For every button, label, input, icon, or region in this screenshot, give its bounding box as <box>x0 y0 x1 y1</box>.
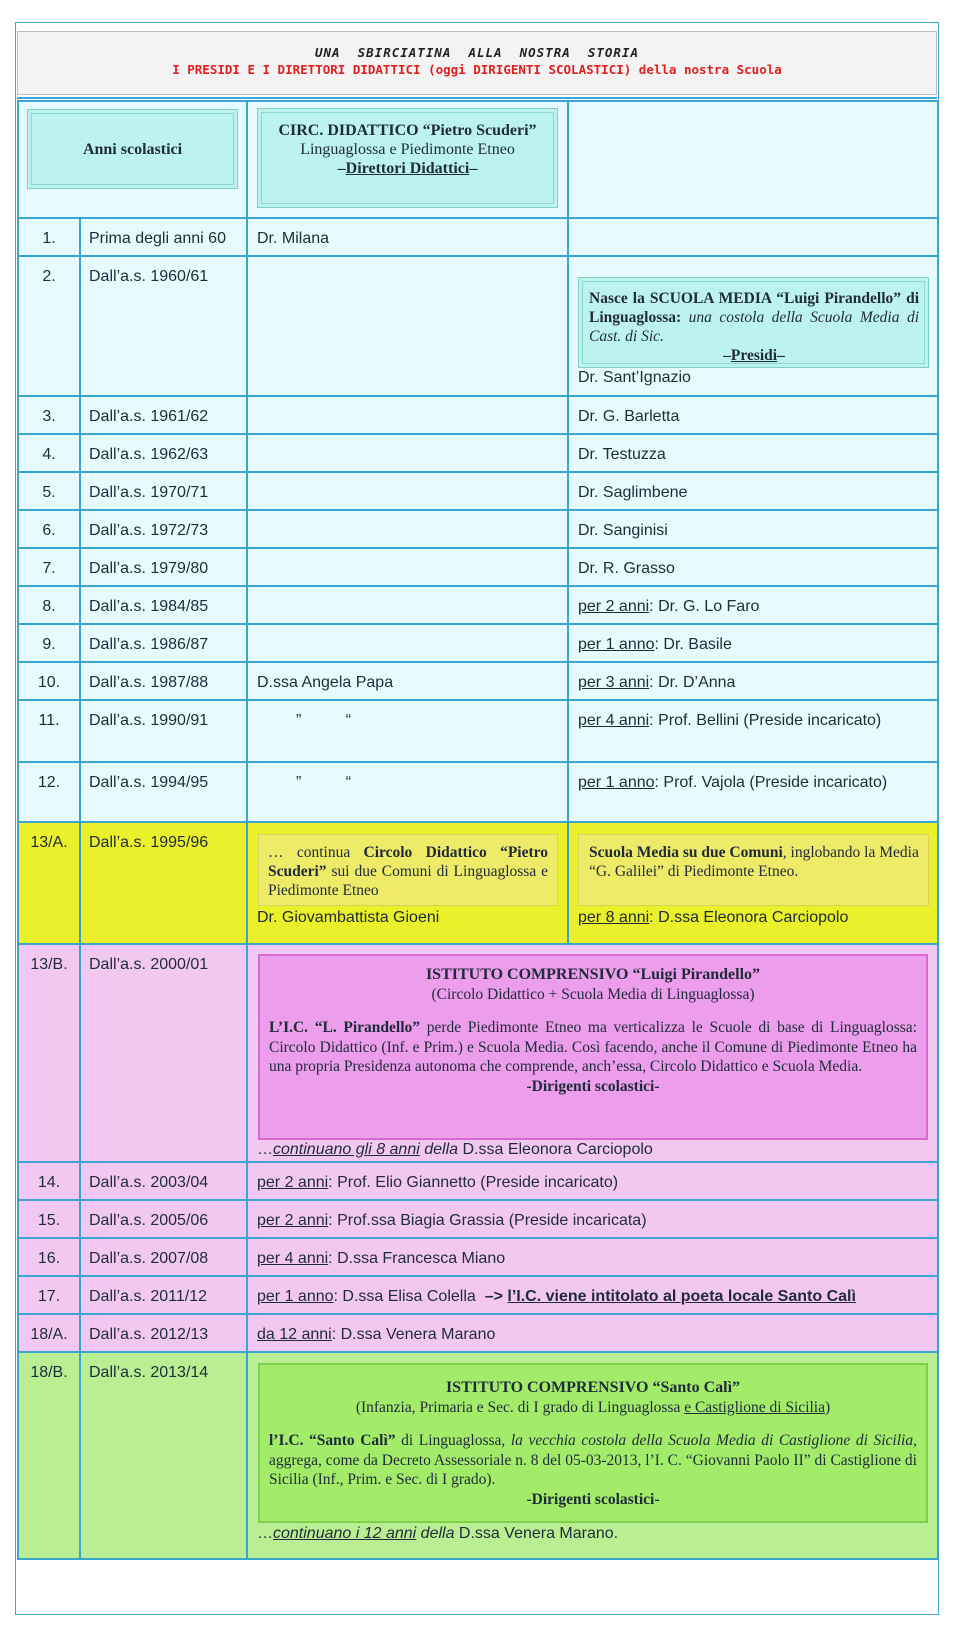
ic-santo-cali-subtitle: (Infanzia, Primaria e Sec. di I grado di Linguaglossa e Castiglione di Sicilia) <box>355 1398 831 1416</box>
row-director: ” “ <box>247 700 568 762</box>
row-director: Dr. Milana <box>247 218 568 256</box>
row-dirigente: da 12 anni: D.ssa Venera Marano <box>247 1314 938 1352</box>
table-row <box>18 548 938 586</box>
row-dirigente: per 2 anni: Prof. Elio Giannetto (Preside incaricato) <box>247 1162 938 1200</box>
row-number: 18/A. <box>18 1314 80 1352</box>
table-row <box>18 256 938 396</box>
dirigenti-role: -Dirigenti scolastici- <box>526 1490 660 1508</box>
table-header-row <box>18 101 938 218</box>
table-row <box>18 1162 938 1200</box>
row-preside: per 4 anni: Prof. Bellini (Preside incaricato) <box>568 700 938 762</box>
row-year: Dall’a.s. 1990/91 <box>80 700 247 762</box>
row-preside: Dr. G. Barletta <box>568 396 938 434</box>
row-institute <box>247 1352 938 1559</box>
intitolazione-note: l’I.C. viene intitolato al poeta locale Santo Calì <box>507 1288 856 1305</box>
row-year: Dall’a.s. 2003/04 <box>80 1162 247 1200</box>
row-year: Dall’a.s. 1972/73 <box>80 510 247 548</box>
table-row <box>18 472 938 510</box>
media-two-comuni-box: Scuola Media su due Comuni, inglobando la Media “G. Galilei” di Piedimonte Etneo. <box>578 834 929 906</box>
header-empty-cell <box>568 101 938 218</box>
header-years-cell <box>18 101 247 218</box>
row-preside: per 1 anno: Prof. Vajola (Preside incaricato) <box>568 762 938 822</box>
row-number: 13/A. <box>18 822 80 944</box>
row-director <box>247 396 568 434</box>
dash: – <box>337 160 346 177</box>
row-year: Dall’a.s. 1970/71 <box>80 472 247 510</box>
row-director <box>247 548 568 586</box>
header-divider <box>17 97 937 99</box>
table-row <box>18 1200 938 1238</box>
table-row <box>18 624 938 662</box>
circolo-title: CIRC. DIDATTICO “Pietro Scuderi” <box>278 122 537 139</box>
row-director <box>247 434 568 472</box>
table-row <box>18 1238 938 1276</box>
table-row <box>18 510 938 548</box>
table-row <box>18 700 938 762</box>
row-number: 17. <box>18 1276 80 1314</box>
ic-santo-cali-box: ISTITUTO COMPRENSIVO “Santo Calì” (Infanzia, Primaria e Sec. di I grado di Linguaglossa e Castiglione di Sicilia) l’I.C. “Santo Calì” di Linguaglossa, la vecchia costola della Scuola Media di Castiglione di Sicilia, aggrega, come da Decreto Assessoriale n. 8 del 05-03-2013, l’I. C. “Giovanni Paolo II” di Castiglione di Sicilia (Inf., Prim. e Sec. di I grado). -Dirigenti scolastici- <box>258 1363 928 1523</box>
row-year: Dall’a.s. 1986/87 <box>80 624 247 662</box>
row-number: 15. <box>18 1200 80 1238</box>
table-row <box>18 762 938 822</box>
dash: – <box>469 160 478 177</box>
row-director <box>247 822 568 944</box>
table-row <box>18 944 938 1162</box>
table-row <box>18 218 938 256</box>
row-number: 16. <box>18 1238 80 1276</box>
row-preside: Dr. Testuzza <box>568 434 938 472</box>
table-row <box>18 662 938 700</box>
row-director: ” “ <box>247 762 568 822</box>
dirigenti-role: -Dirigenti scolastici- <box>526 1077 660 1095</box>
row-director <box>247 586 568 624</box>
row-year: Dall’a.s. 2012/13 <box>80 1314 247 1352</box>
media-founding-box <box>578 277 929 368</box>
row-year: Dall’a.s. 2005/06 <box>80 1200 247 1238</box>
circolo-role-line <box>258 159 557 178</box>
row-director <box>247 256 568 396</box>
row-preside: Dr. Sanginisi <box>568 510 938 548</box>
row-number: 4. <box>18 434 80 472</box>
row-number: 9. <box>18 624 80 662</box>
director-name: Dr. Giovambattista Gioeni <box>257 909 440 926</box>
row-director: D.ssa Angela Papa <box>247 662 568 700</box>
circolo-role: Direttori Didattici <box>345 160 470 177</box>
presidi-role: Presidi <box>730 347 778 364</box>
row-dirigente: per 1 anno: D.ssa Elisa Colella –> l’I.C. viene intitolato al poeta locale Santo Calì <box>247 1276 938 1314</box>
table-row <box>18 1276 938 1314</box>
presidi-role-line <box>589 346 919 365</box>
row-number: 13/B. <box>18 944 80 1162</box>
page-header <box>17 31 937 95</box>
row-year: Dall’a.s. 1979/80 <box>80 548 247 586</box>
row-year: Dall’a.s. 1962/63 <box>80 434 247 472</box>
row-number: 7. <box>18 548 80 586</box>
row-number: 8. <box>18 586 80 624</box>
circolo-subtitle: Linguaglossa e Piedimonte Etneo <box>300 141 515 158</box>
row-director <box>247 472 568 510</box>
row-preside <box>568 822 938 944</box>
ic-santo-cali-footer: …continuano i 12 anni della D.ssa Venera Marano. <box>257 1525 619 1542</box>
row-number: 5. <box>18 472 80 510</box>
row-preside <box>568 218 938 256</box>
row-year: Dall’a.s. 1994/95 <box>80 762 247 822</box>
row-dirigente: per 4 anni: D.ssa Francesca Miano <box>247 1238 938 1276</box>
row-preside: per 1 anno: Dr. Basile <box>568 624 938 662</box>
row-number: 14. <box>18 1162 80 1200</box>
row-dirigente: per 2 anni: Prof.ssa Biagia Grassia (Preside incaricata) <box>247 1200 938 1238</box>
table-row <box>18 586 938 624</box>
row-year: Dall’a.s. 2000/01 <box>80 944 247 1162</box>
row-institute <box>247 944 938 1162</box>
preside-name: Dr. Sant’Ignazio <box>578 369 691 386</box>
header-circolo-cell <box>247 101 568 218</box>
row-year: Dall’a.s. 2011/12 <box>80 1276 247 1314</box>
row-year: Dall’a.s. 1987/88 <box>80 662 247 700</box>
preside-name: per 8 anni: D.ssa Eleonora Carciopolo <box>578 909 849 926</box>
dash: – <box>723 347 731 364</box>
table-row <box>18 396 938 434</box>
row-year: Dall’a.s. 1984/85 <box>80 586 247 624</box>
row-number: 11. <box>18 700 80 762</box>
ic-pirandello-box: ISTITUTO COMPRENSIVO “Luigi Pirandello” (Circolo Didattico + Scuola Media di Linguaglossa) L’I.C. “L. Pirandello” perde Piedimonte Etneo ma verticalizza le Scuole di base di Linguaglossa: Circolo Didattico (Inf. e Prim.) e Scuola Media. Così facendo, anche il Comune di Piedimonte Etneo ha una propria Presidenza autonoma che comprende, anch’essa, Circolo Didattico e Scuola Media. -Dirigenti scolastici- <box>258 954 928 1140</box>
table-row <box>18 822 938 944</box>
years-heading: Anni scolastici <box>27 109 238 189</box>
row-preside <box>568 256 938 396</box>
row-number: 1. <box>18 218 80 256</box>
row-preside: per 3 anni: Dr. D’Anna <box>568 662 938 700</box>
ic-santo-cali-title: ISTITUTO COMPRENSIVO “Santo Calì” <box>445 1379 741 1396</box>
row-year: Dall’a.s. 1995/96 <box>80 822 247 944</box>
ic-pirandello-footer: …continuano gli 8 anni della D.ssa Eleonora Carciopolo <box>257 1141 653 1158</box>
table-row <box>18 1314 938 1352</box>
ic-pirandello-title: ISTITUTO COMPRENSIVO “Luigi Pirandello” <box>425 966 761 983</box>
row-preside: Dr. Saglimbene <box>568 472 938 510</box>
row-director <box>247 624 568 662</box>
row-number: 3. <box>18 396 80 434</box>
row-director <box>247 510 568 548</box>
circolo-continuation-box: … continua Circolo Didattico “Pietro Scuderi” sui due Comuni di Linguaglossa e Piedimonte Etneo <box>258 834 558 906</box>
row-number: 10. <box>18 662 80 700</box>
row-year: Prima degli anni 60 <box>80 218 247 256</box>
media-founding-title: Nasce la SCUOLA MEDIA “Luigi Pirandello” di Linguaglossa: <box>589 290 919 326</box>
ic-pirandello-subtitle: (Circolo Didattico + Scuola Media di Linguaglossa) <box>431 985 755 1003</box>
row-number: 2. <box>18 256 80 396</box>
table-row <box>18 434 938 472</box>
header-subtitle: I PRESIDI E I DIRETTORI DIDATTICI (oggi DIRIGENTI SCOLASTICI) della nostra Scuola <box>172 62 782 77</box>
table-row <box>18 1352 938 1559</box>
history-table <box>17 100 939 1560</box>
row-number: 6. <box>18 510 80 548</box>
row-preside: per 2 anni: Dr. G. Lo Faro <box>568 586 938 624</box>
row-preside: Dr. R. Grasso <box>568 548 938 586</box>
row-year: Dall’a.s. 1960/61 <box>80 256 247 396</box>
media-founding-note: una costola della Scuola Media di Cast. di Sic. <box>589 309 920 345</box>
dash: – <box>777 347 785 364</box>
row-year: Dall’a.s. 2013/14 <box>80 1352 247 1559</box>
row-number: 18/B. <box>18 1352 80 1559</box>
row-number: 12. <box>18 762 80 822</box>
header-title: UNA SBIRCIATINA ALLA NOSTRA STORIA <box>315 45 639 60</box>
row-year: Dall’a.s. 2007/08 <box>80 1238 247 1276</box>
row-year: Dall’a.s. 1961/62 <box>80 396 247 434</box>
circolo-heading <box>257 108 558 208</box>
